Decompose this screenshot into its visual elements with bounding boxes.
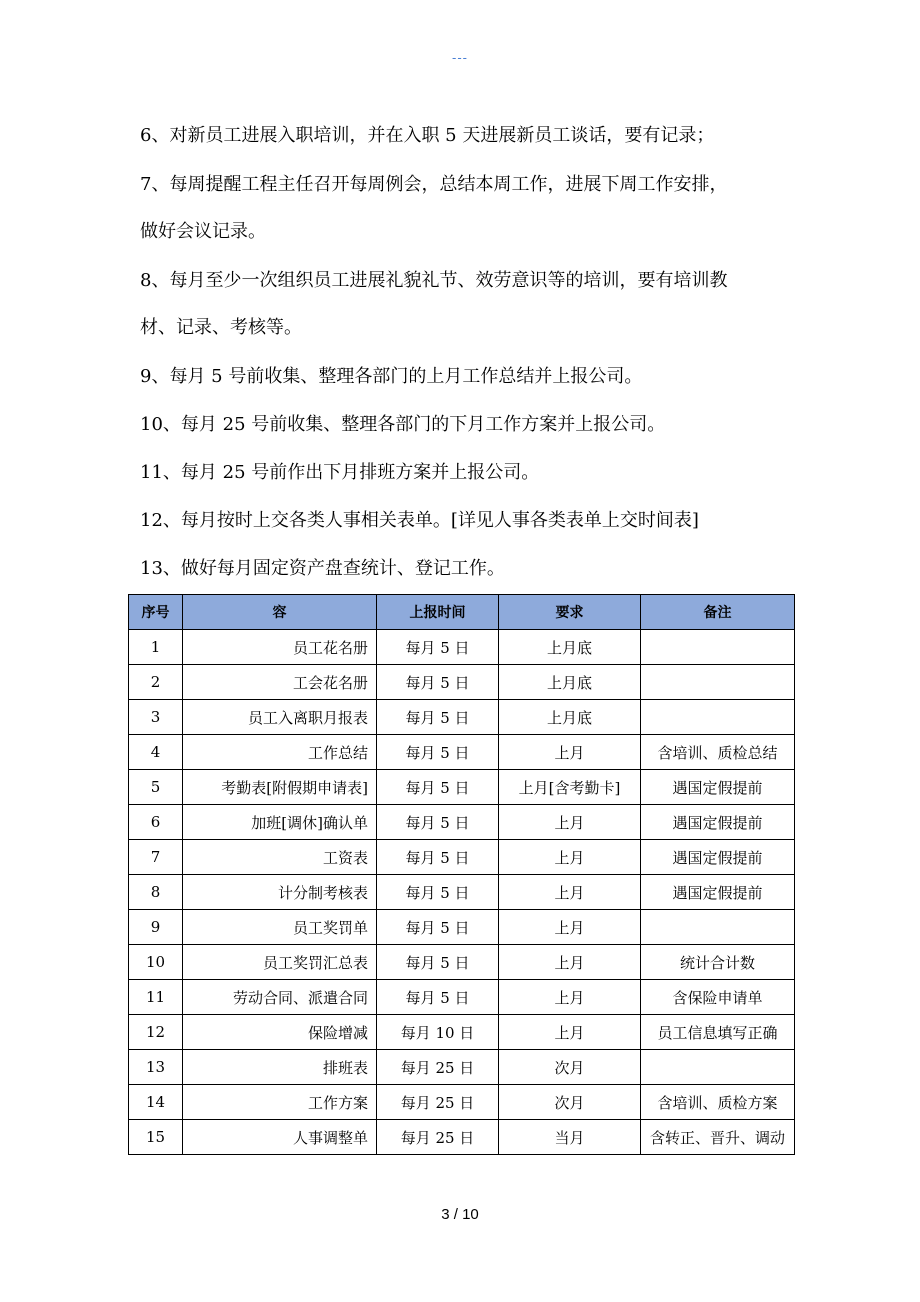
cell-report-time: 每月 25 日 <box>377 1085 499 1120</box>
paragraph-11: 11、每月 25 号前作出下月排班方案并上报公司。 <box>140 462 540 483</box>
cell-content: 员工奖罚汇总表 <box>183 945 377 980</box>
cell-remark: 遇国定假提前 <box>641 840 795 875</box>
cell-content: 工资表 <box>183 840 377 875</box>
cell-remark <box>641 665 795 700</box>
cell-report-time: 每月 5 日 <box>377 735 499 770</box>
cell-index: 11 <box>129 980 183 1015</box>
cell-content: 人事调整单 <box>183 1120 377 1155</box>
cell-report-time: 每月 10 日 <box>377 1015 499 1050</box>
cell-index: 13 <box>129 1050 183 1085</box>
cell-remark: 遇国定假提前 <box>641 770 795 805</box>
cell-report-time: 每月 5 日 <box>377 770 499 805</box>
paragraph-6: 6、对新员工进展入职培训，并在入职 5 天进展新员工谈话，要有记录； <box>140 125 715 146</box>
cell-content: 员工奖罚单 <box>183 910 377 945</box>
cell-remark: 遇国定假提前 <box>641 875 795 910</box>
cell-index: 5 <box>129 770 183 805</box>
cell-content: 考勤表[附假期申请表] <box>183 770 377 805</box>
cell-remark: 遇国定假提前 <box>641 805 795 840</box>
cell-requirement: 上月[含考勤卡] <box>499 770 641 805</box>
paragraph-10: 10、每月 25 号前收集、整理各部门的下月工作方案并上报公司。 <box>140 414 666 435</box>
cell-index: 4 <box>129 735 183 770</box>
table-row <box>129 875 795 910</box>
cell-requirement: 上月 <box>499 840 641 875</box>
cell-requirement: 上月底 <box>499 700 641 735</box>
cell-content: 计分制考核表 <box>183 875 377 910</box>
cell-requirement: 当月 <box>499 1120 641 1155</box>
table-row <box>129 1085 795 1120</box>
cell-report-time: 每月 5 日 <box>377 805 499 840</box>
cell-requirement: 上月 <box>499 875 641 910</box>
cell-requirement: 次月 <box>499 1085 641 1120</box>
cell-index: 3 <box>129 700 183 735</box>
cell-requirement: 上月 <box>499 980 641 1015</box>
paragraph-8-line1: 8、每月至少一次组织员工进展礼貌礼节、效劳意识等的培训，要有培训教 <box>140 270 728 291</box>
cell-index: 1 <box>129 630 183 665</box>
cell-index: 6 <box>129 805 183 840</box>
table-row <box>129 980 795 1015</box>
header-cell-remark: 备注 <box>641 595 795 630</box>
table-header-row <box>129 595 795 630</box>
table-row <box>129 910 795 945</box>
cell-index: 14 <box>129 1085 183 1120</box>
cell-remark: 含培训、质检总结 <box>641 735 795 770</box>
cell-remark <box>641 630 795 665</box>
cell-remark <box>641 1050 795 1085</box>
table-row <box>129 770 795 805</box>
cell-requirement: 次月 <box>499 1050 641 1085</box>
header-cell-index: 序号 <box>129 595 183 630</box>
cell-index: 7 <box>129 840 183 875</box>
cell-content: 员工入离职月报表 <box>183 700 377 735</box>
cell-content: 加班[调休]确认单 <box>183 805 377 840</box>
cell-requirement: 上月 <box>499 945 641 980</box>
table-row <box>129 1120 795 1155</box>
cell-content: 保险增减 <box>183 1015 377 1050</box>
paragraph-7-line1: 7、每周提醒工程主任召开每周例会，总结本周工作，进展下周工作安排， <box>140 174 728 195</box>
table-row <box>129 665 795 700</box>
cell-index: 12 <box>129 1015 183 1050</box>
cell-index: 10 <box>129 945 183 980</box>
cell-content: 排班表 <box>183 1050 377 1085</box>
cell-remark: 统计合计数 <box>641 945 795 980</box>
table-row <box>129 1050 795 1085</box>
table-row <box>129 735 795 770</box>
table-row <box>129 700 795 735</box>
cell-remark: 员工信息填写正确 <box>641 1015 795 1050</box>
cell-requirement: 上月底 <box>499 630 641 665</box>
table-row <box>129 1015 795 1050</box>
cell-index: 2 <box>129 665 183 700</box>
cell-content: 工会花名册 <box>183 665 377 700</box>
cell-requirement: 上月 <box>499 735 641 770</box>
table-row <box>129 840 795 875</box>
header-cell-requirement: 要求 <box>499 595 641 630</box>
page-number: 3 / 10 <box>441 1206 479 1223</box>
cell-remark <box>641 910 795 945</box>
paragraph-9: 9、每月 5 号前收集、整理各部门的上月工作总结并上报公司。 <box>140 366 643 387</box>
cell-requirement: 上月 <box>499 1015 641 1050</box>
paragraph-13: 13、做好每月固定资产盘查统计、登记工作。 <box>140 558 505 579</box>
cell-requirement: 上月 <box>499 910 641 945</box>
table-row <box>129 805 795 840</box>
cell-report-time: 每月 25 日 <box>377 1120 499 1155</box>
cell-remark: 含转正、晋升、调动 <box>641 1120 795 1155</box>
cell-content: 员工花名册 <box>183 630 377 665</box>
cell-report-time: 每月 5 日 <box>377 665 499 700</box>
cell-report-time: 每月 5 日 <box>377 980 499 1015</box>
cell-remark <box>641 700 795 735</box>
cell-remark: 含培训、质检方案 <box>641 1085 795 1120</box>
cell-report-time: 每月 5 日 <box>377 945 499 980</box>
cell-report-time: 每月 25 日 <box>377 1050 499 1085</box>
cell-index: 9 <box>129 910 183 945</box>
cell-index: 15 <box>129 1120 183 1155</box>
table-row <box>129 630 795 665</box>
cell-remark: 含保险申请单 <box>641 980 795 1015</box>
paragraph-8-line2: 材、记录、考核等。 <box>140 317 302 338</box>
cell-content: 劳动合同、派遣合同 <box>183 980 377 1015</box>
header-cell-content: 容 <box>183 595 377 630</box>
submission-schedule-table <box>128 594 795 1155</box>
paragraph-7-line2: 做好会议记录。 <box>140 221 266 242</box>
header-cell-report-time: 上报时间 <box>377 595 499 630</box>
cell-requirement: 上月 <box>499 805 641 840</box>
cell-report-time: 每月 5 日 <box>377 875 499 910</box>
cell-content: 工作总结 <box>183 735 377 770</box>
table-row <box>129 945 795 980</box>
cell-report-time: 每月 5 日 <box>377 700 499 735</box>
cell-requirement: 上月底 <box>499 665 641 700</box>
cell-report-time: 每月 5 日 <box>377 910 499 945</box>
cell-content: 工作方案 <box>183 1085 377 1120</box>
cell-report-time: 每月 5 日 <box>377 840 499 875</box>
cell-report-time: 每月 5 日 <box>377 630 499 665</box>
header-mark: --- <box>452 50 468 65</box>
paragraph-12: 12、每月按时上交各类人事相关表单。[详见人事各类表单上交时间表] <box>140 510 699 531</box>
cell-index: 8 <box>129 875 183 910</box>
